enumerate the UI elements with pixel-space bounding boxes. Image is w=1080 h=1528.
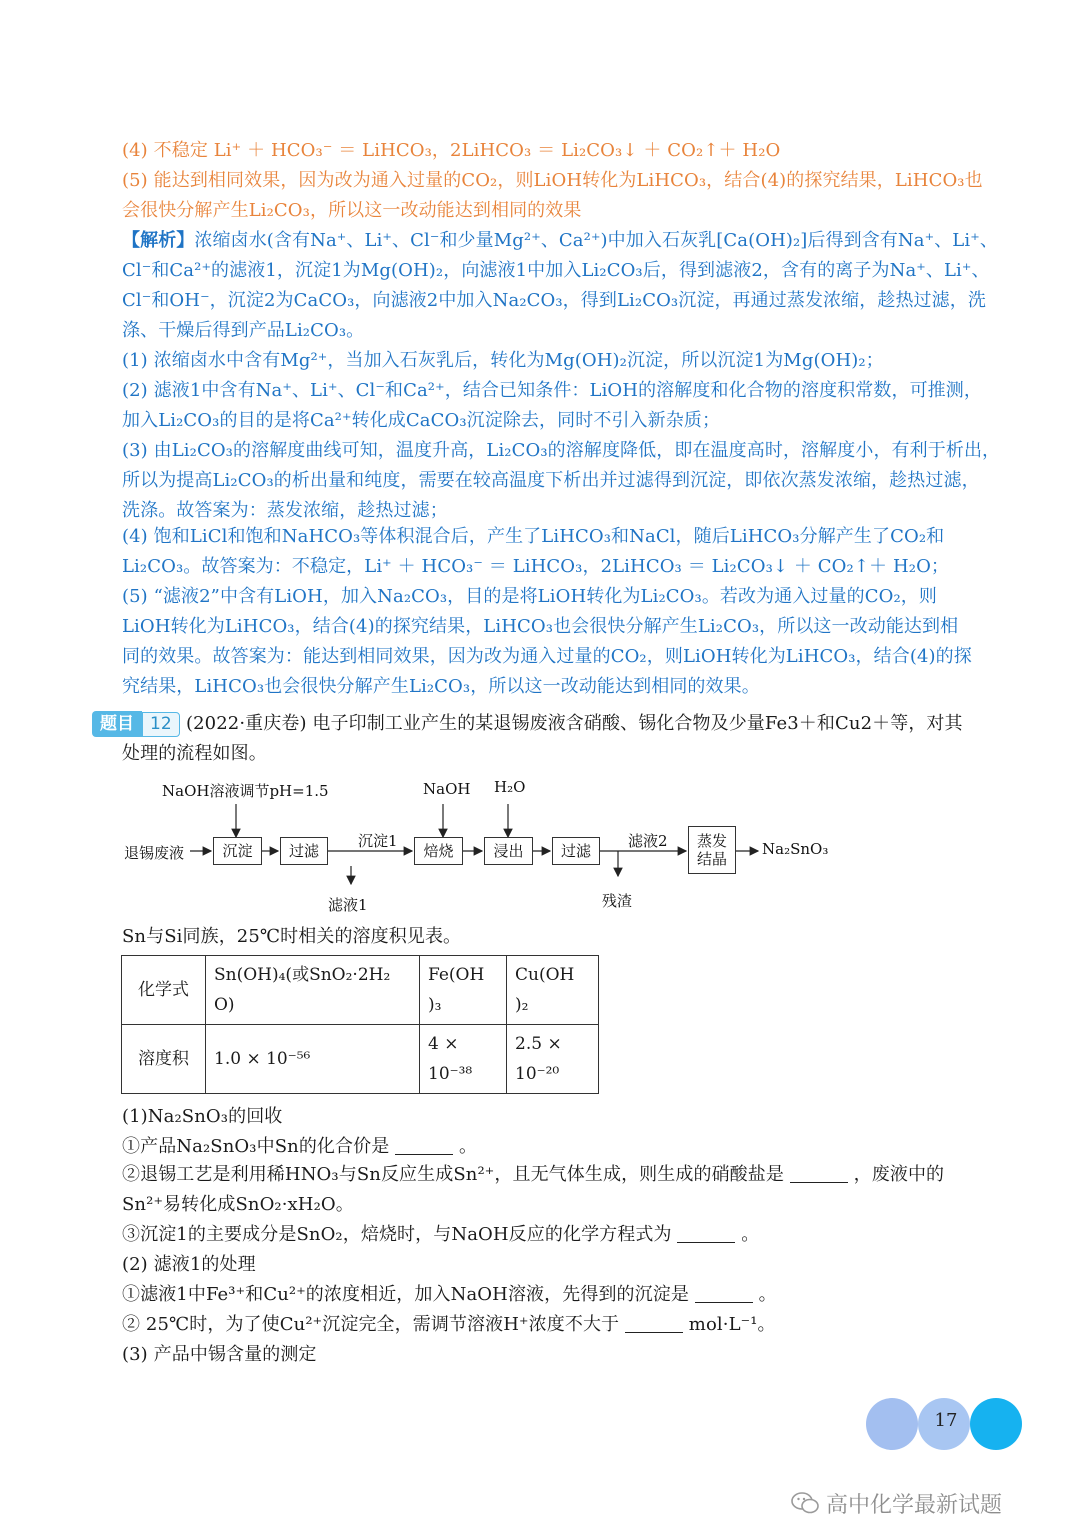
answer-line-5: (5) 能达到相同效果，因为改为通入过量的CO₂，则LiOH转化为LiHCO₃，结合(4)的探究结果，LiHCO₃也 [122, 170, 983, 191]
part-3-title: (3) 产品中锡含量的测定 [122, 1344, 317, 1365]
label-naoh-ph: NaOH溶液调节pH=1.5 [162, 782, 329, 800]
part-1c [122, 1220, 992, 1250]
part-1b-cont: Sn²⁺易转化成SnO₂·xH₂O。 [122, 1194, 354, 1215]
table-row [122, 1025, 599, 1094]
box-roast: 焙烧 [414, 837, 463, 865]
label-input: 退锡废液 [124, 844, 185, 862]
explain-line [122, 226, 998, 256]
question-stem: (2022·重庆卷) 电子印制工业产生的某退锡废液含硝酸、锡化合物及少量Fe3＋和Cu2＋等，对其 [186, 713, 963, 734]
answer-blank[interactable] [790, 1162, 848, 1183]
question-text: 。 [758, 1284, 777, 1305]
process-flow-diagram [118, 770, 838, 920]
question-tag [92, 710, 180, 738]
table-header-cell [206, 956, 420, 1025]
cell-text: 10⁻³⁸ [428, 1064, 473, 1084]
answer-blank[interactable] [677, 1222, 735, 1243]
explain-line: LiOH转化为LiHCO₃，结合(4)的探究结果，LiHCO₃也会很快分解产生Li₂CO₃，所以这一改动能达到相 [122, 616, 959, 637]
box-filter-1: 过滤 [280, 837, 328, 865]
table-header-cell [507, 956, 599, 1025]
part-2-title: (2) 滤液1的处理 [122, 1254, 256, 1275]
answer-line-4: (4) 不稳定 Li⁺ ＋ HCO₃⁻ ＝ LiHCO₃，2LiHCO₃ ＝ Li₂CO₃↓ ＋ CO₂↑＋ H₂O [122, 140, 781, 161]
answer-line-5-cont: 会很快分解产生Li₂CO₃，所以这一改动能达到相同的效果 [122, 200, 582, 221]
explain-line: Cl⁻和OH⁻，沉淀2为CaCO₃，向滤液2中加入Na₂CO₃，得到Li₂CO₃沉淀，再通过蒸发浓缩，趁热过滤，洗 [122, 290, 986, 311]
cell-text: 10⁻²⁰ [515, 1064, 560, 1084]
explain-line: (5) “滤液2”中含有LiOH，加入Na₂CO₃，目的是将LiOH转化为Li₂CO₃。若改为通入过量的CO₂，则 [122, 586, 937, 607]
decor-circle [970, 1398, 1022, 1450]
question-text: ①滤液1中Fe³⁺和Cu²⁺的浓度相近，加入NaOH溶液，先得到的沉淀是 [122, 1284, 689, 1305]
question-number: 12 [142, 712, 180, 737]
label-residue: 残渣 [602, 892, 633, 910]
question-label: 题目 [92, 711, 142, 737]
box-leach: 浸出 [484, 837, 533, 865]
answer-blank[interactable] [625, 1312, 683, 1333]
table-cell: 1.0 × 10⁻⁵⁶ [206, 1025, 420, 1094]
watermark-text: 高中化学最新试题 [826, 1492, 1003, 1518]
label-filtrate-1: 滤液1 [328, 896, 368, 914]
explain-line: Li₂CO₃。故答案为：不稳定，Li⁺ ＋ HCO₃⁻ ＝ LiHCO₃，2LiHCO₃ ＝ Li₂CO₃↓ ＋ CO₂↑＋ H₂O； [122, 556, 950, 577]
question-text: ②退锡工艺是利用稀HNO₃与Sn反应生成Sn²⁺，且无气体生成，则生成的硝酸盐是 [122, 1164, 784, 1185]
part-2a [122, 1280, 992, 1310]
page-number: 17 [934, 1410, 958, 1431]
explain-text: 浓缩卤水(含有Na⁺、Li⁺、Cl⁻和少量Mg²⁺、Ca²⁺)中加入石灰乳[Ca(OH)₂]后得到含有Na⁺、Li⁺、 [194, 230, 998, 251]
label-precipitate-1: 沉淀1 [358, 832, 398, 850]
part-1b [122, 1160, 992, 1190]
question-text: 。 [741, 1224, 760, 1245]
box-filter-2: 过滤 [552, 837, 600, 865]
question-text: ①产品Na₂SnO₃中Sn的化合价是 [122, 1136, 390, 1157]
cell-text: 2.5 × [515, 1034, 562, 1054]
ksp-table [121, 955, 599, 1094]
cell-text: )₃ [428, 995, 442, 1015]
cell-text: O) [214, 995, 235, 1015]
explain-line: 所以为提高Li₂CO₃的析出量和纯度，需要在较高温度下析出并过滤得到沉淀，即依次蒸发浓缩，趁热过滤， [122, 470, 980, 491]
watermark [790, 1488, 1002, 1518]
table-cell [507, 1025, 599, 1094]
cell-text: )₂ [515, 995, 529, 1015]
table-cell [420, 1025, 507, 1094]
answer-blank[interactable] [395, 1134, 453, 1155]
explain-tag: 【解析】 [122, 230, 195, 251]
part-1-title: (1)Na₂SnO₃的回收 [122, 1106, 283, 1127]
explain-line: 同的效果。故答案为：能达到相同效果，因为改为通入过量的CO₂，则LiOH转化为LiHCO₃，结合(4)的探 [122, 646, 972, 667]
question-stem-cont: 处理的流程如图。 [122, 743, 267, 764]
explain-line: 加入Li₂CO₃的目的是将Ca²⁺转化成CaCO₃沉淀除去，同时不引入新杂质； [122, 410, 721, 431]
part-1a [122, 1132, 992, 1162]
page-number-badge [866, 1398, 1026, 1454]
table-header-cell: 化学式 [122, 956, 206, 1025]
table-header-cell [420, 956, 507, 1025]
box-evaporate-crystallize [688, 826, 736, 874]
part-2b [122, 1310, 992, 1340]
explain-line: (1) 浓缩卤水中含有Mg²⁺，当加入石灰乳后，转化为Mg(OH)₂沉淀，所以沉淀1为Mg(OH)₂； [122, 350, 884, 371]
explain-line: (4) 饱和LiCl和饱和NaHCO₃等体积混合后，产生了LiHCO₃和NaCl，随后LiHCO₃分解产生了CO₂和 [122, 526, 945, 547]
explain-line: Cl⁻和Ca²⁺的滤液1，沉淀1为Mg(OH)₂，向滤液1中加入Li₂CO₃后，得到滤液2，含有的离子为Na⁺、Li⁺、 [122, 260, 990, 281]
box-evaporate-line1: 蒸发 [696, 832, 727, 850]
cell-text: Fe(OH [428, 965, 485, 985]
cell-text: 4 × [428, 1034, 459, 1054]
explain-line: 究结果，LiHCO₃也会很快分解产生Li₂CO₃，所以这一改动能达到相同的效果。 [122, 676, 760, 697]
explain-line: 涤、干燥后得到产品Li₂CO₃。 [122, 320, 365, 341]
question-text: mol·L⁻¹。 [688, 1314, 776, 1335]
question-text: ，废液中的 [853, 1164, 945, 1185]
label-h2o: H₂O [494, 778, 526, 796]
decor-circle [866, 1398, 918, 1450]
question-text: ③沉淀1的主要成分是SnO₂，焙烧时，与NaOH反应的化学方程式为 [122, 1224, 672, 1245]
table-cell: 溶度积 [122, 1025, 206, 1094]
question-text: ② 25℃时，为了使Cu²⁺沉淀完全，需调节溶液H⁺浓度不大于 [122, 1314, 620, 1335]
answer-blank[interactable] [695, 1282, 753, 1303]
explain-line: (3) 由Li₂CO₃的溶解度曲线可知，温度升高，Li₂CO₃的溶解度降低，即在温度高时，溶解度小，有利于析出， [122, 440, 1001, 461]
label-output: Na₂SnO₃ [762, 840, 829, 858]
explain-line: (2) 滤液1中含有Na⁺、Li⁺、Cl⁻和Ca²⁺，结合已知条件：LiOH的溶解度和化合物的溶度积常数，可推测， [122, 380, 982, 401]
label-filtrate-2: 滤液2 [628, 832, 668, 850]
question-text: 。 [458, 1136, 478, 1157]
explain-line: 洗涤。故答案为：蒸发浓缩，趁热过滤； [122, 500, 448, 521]
wechat-icon [790, 1490, 820, 1516]
cell-text: Cu(OH [515, 965, 575, 985]
box-precipitate: 沉淀 [213, 837, 262, 865]
label-naoh: NaOH [423, 780, 471, 798]
table-row [122, 956, 599, 1025]
cell-text: Sn(OH)₄(或SnO₂·2H₂ [214, 965, 391, 985]
solubility-note: Sn与Si同族，25℃时相关的溶度积见表。 [122, 926, 462, 947]
box-evaporate-line2: 结晶 [696, 850, 727, 868]
